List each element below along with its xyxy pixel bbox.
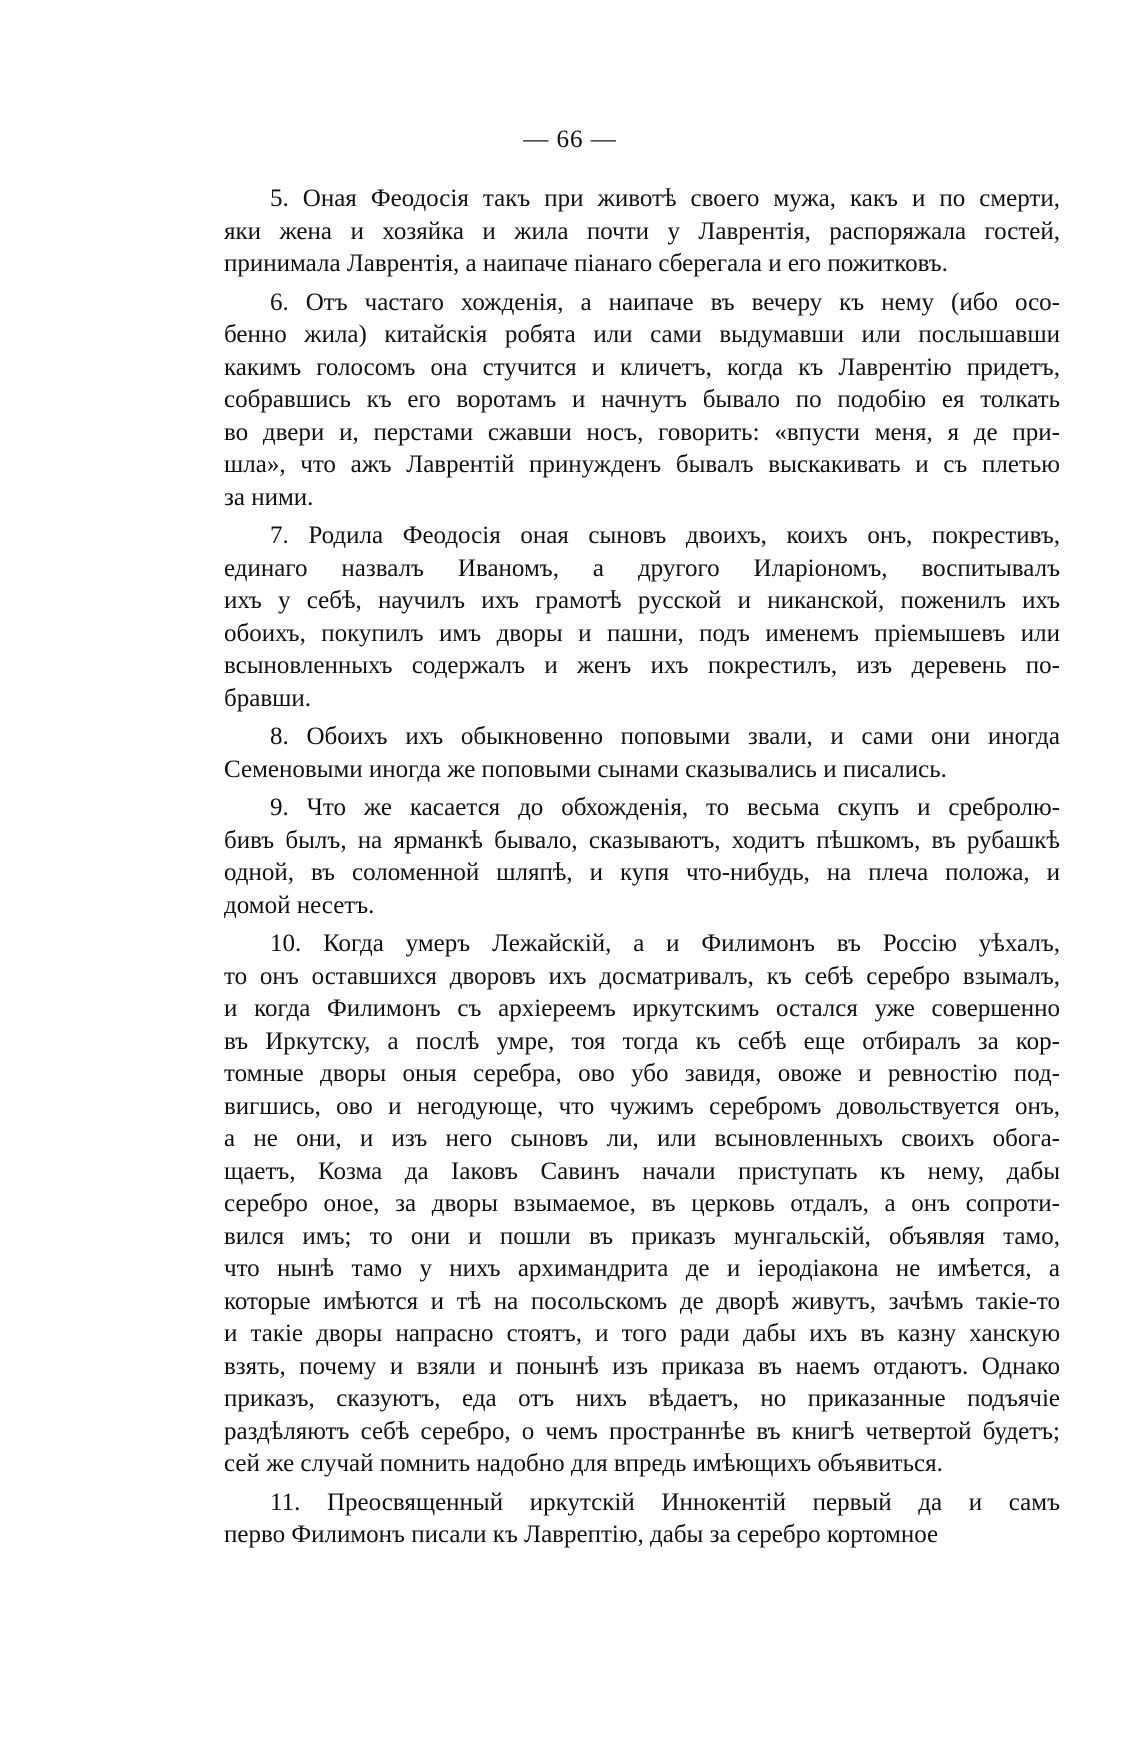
text-line: 10. Когда умеръ Лежайскій, а и Филимонъ въ Россію уѣхалъ, [270, 930, 1060, 957]
text-line: которые имѣются и тѣ на посольскомъ де дворѣ живутъ, зачѣмъ такіе-то [224, 1287, 1060, 1315]
text-line: взять, почему и взяли и понынѣ изъ приказа въ наемъ отдаютъ. Однако [224, 1352, 1060, 1380]
text-line: яки жена и хозяйка и жила почти у Лаврентія, распоряжала гостей, [224, 217, 1060, 245]
text-line: собравшись къ его воротамъ и начнутъ бывало по подобію ея толкать [224, 386, 1060, 413]
text-line: принимала Лаврентія, а наипаче піанаго сберегала и его пожитковъ. [224, 250, 948, 277]
text-line: ихъ у себѣ, научилъ ихъ грамотѣ русской и никанской, поженилъ ихъ [224, 587, 1060, 614]
paragraph [224, 287, 1060, 515]
text-line: какимъ голосомъ она стучится и кличетъ, когда къ Лаврентію придетъ, [224, 353, 1060, 381]
text-line: то онъ оставшихся дворовъ ихъ досматривалъ, къ себѣ серебро взымалъ, [224, 962, 1060, 990]
paragraph [224, 183, 1060, 281]
text-line: во двери и, перстами сжавши носъ, говорить: «впусти меня, я де при- [224, 418, 1060, 446]
text-line: вигшись, ово и негодующе, что чужимъ серебромъ довольствуется онъ, [224, 1092, 1060, 1120]
text-line: серебро оное, за дворы взымаемое, въ церковь отдалъ, а онъ сопроти- [224, 1190, 1060, 1217]
text-line: Семеновыми иногда же поповыми сынами сказывались и писались. [224, 755, 947, 783]
text-line: щаетъ, Козма да Іаковъ Савинъ начали приступать къ нему, дабы [224, 1157, 1060, 1185]
text-line: 9. Что же касается до обхожденія, то весьма скупъ и сребролю- [270, 794, 1060, 821]
text-line: перво Филимонъ писали къ Лаврептію, дабы за серебро кортомное [224, 1521, 939, 1548]
text-line: 11. Преосвященный иркутскій Иннокентій первый да и самъ [270, 1488, 1060, 1516]
text-line: 5. Оная Феодосія такъ при животѣ своего мужа, какъ и по смерти, [270, 185, 1060, 212]
text-line: и когда Филимонъ съ архіереемъ иркутскимъ остался уже совершенно [224, 995, 1060, 1022]
text-line: приказъ, сказуютъ, еда отъ нихъ вѣдаетъ, но приказанные подъячіе [224, 1385, 1060, 1412]
page-number: — 66 — [523, 126, 617, 153]
text-line: всыновленныхъ содержалъ и женъ ихъ покрестилъ, изъ деревень по- [224, 652, 1060, 679]
text-line: единаго назвалъ Иваномъ, а другого Иларіономъ, воспитывалъ [224, 554, 1060, 582]
text-line: бравши. [224, 684, 311, 712]
text-line: раздѣляютъ себѣ серебро, о чемъ пространнѣе въ книгѣ четвертой будетъ; [224, 1417, 1060, 1445]
text-line: обоихъ, покупилъ имъ дворы и пашни, подъ именемъ пріемышевъ или [224, 619, 1060, 647]
text-line: шла», что ажъ Лаврентій принужденъ бывалъ выскакивать и съ плетью [224, 451, 1060, 478]
paragraph [224, 792, 1060, 922]
text-line: что нынѣ тамо у нихъ архимандрита де и іеродіакона не имѣется, а [224, 1255, 1060, 1282]
text-line: домой несетъ. [224, 891, 375, 919]
paragraph [224, 1487, 1060, 1552]
text-line: сей же случай помнить надобно для впредь имѣющихъ объявиться. [224, 1450, 943, 1477]
text-line: бенно жила) китайскія робята или сами выдумавши или послышавши [224, 321, 1060, 348]
text-line: томные дворы оныя серебра, ово убо завидя, овоже и ревностію под- [224, 1060, 1060, 1087]
paragraph [224, 928, 1060, 1481]
text-line: 7. Родила Феодосія оная сыновъ двоихъ, коихъ онъ, покрестивъ, [270, 522, 1060, 549]
text-line: вился имъ; то они и пошли въ приказъ мунгальскій, объявляя тамо, [224, 1222, 1060, 1250]
text-line: а не они, и изъ него сыновъ ли, или всыновленныхъ своихъ обога- [224, 1125, 1060, 1152]
text-line: одной, въ соломенной шляпѣ, и купя что-нибудь, на плеча положа, и [224, 859, 1060, 886]
body-text [224, 183, 1060, 1552]
text-line: въ Иркутску, а послѣ умре, тоя тогда къ себѣ еще отбиралъ за кор- [224, 1027, 1060, 1055]
text-line: 6. Отъ частаго хожденія, а наипаче въ вечеру къ нему (ибо осо- [270, 288, 1060, 316]
text-line: и такіе дворы напрасно стоятъ, и того ради дабы ихъ въ казну ханскую [224, 1320, 1060, 1347]
paragraph [224, 721, 1060, 786]
text-line: за ними. [224, 483, 314, 511]
paragraph [224, 520, 1060, 715]
text-line: бивъ былъ, на ярманкѣ бывало, сказываютъ, ходитъ пѣшкомъ, въ рубашкѣ [224, 826, 1060, 854]
text-line: 8. Обоихъ ихъ обыкновенно поповыми звали, и сами они иногда [270, 723, 1060, 750]
